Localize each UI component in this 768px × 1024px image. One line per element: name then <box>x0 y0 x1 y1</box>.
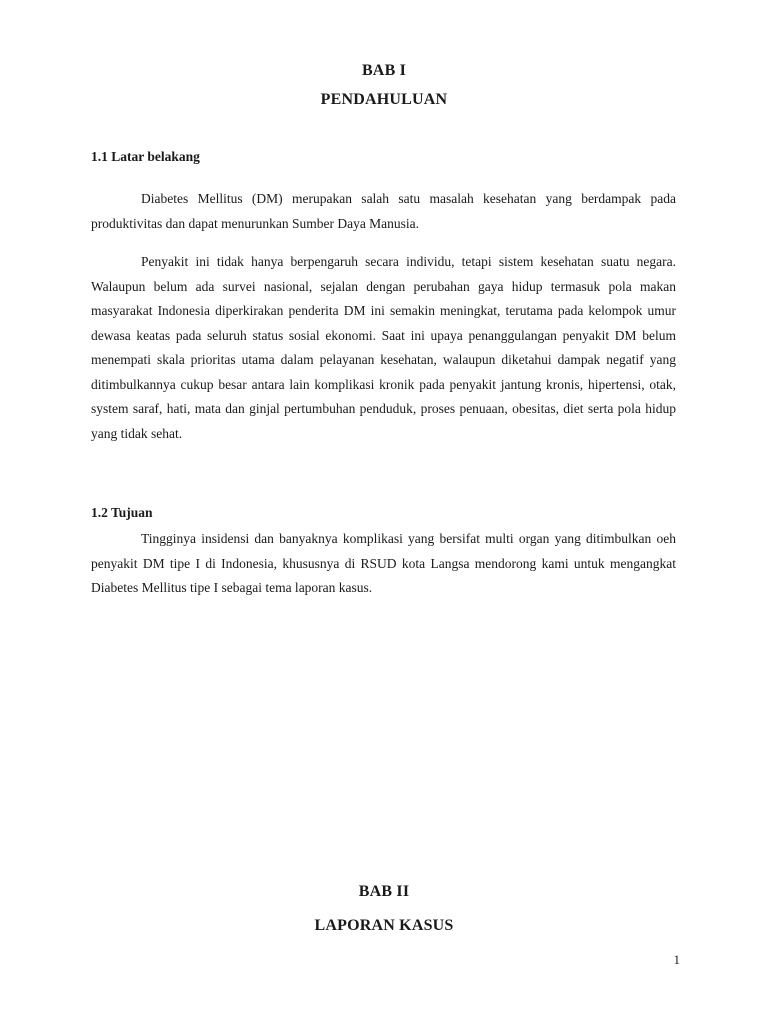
section-1-1-heading: 1.1 Latar belakang <box>91 149 200 164</box>
page-number: 1 <box>673 952 680 967</box>
chapter-1-number: BAB I <box>361 62 407 79</box>
chapter-2-title: LAPORAN KASUS <box>314 917 454 934</box>
section-1-1-paragraph-2: Penyakit ini tidak hanya berpengaruh secara individu, tetapi sistem kesehatan suatu negara. Walaupun belum ada survei nasional, sejalan dengan perubahan gaya hidup termasuk pola makan masyarakat Indonesia diperkirakan penderita DM ini semakin meningkat, terutama pada kelompok umur dewasa keatas pada seluruh status sosial ekonomi. Saat ini upaya penanggulangan penyakit DM belum menempati skala prioritas utama dalam pelayanan kesehatan, walaupun diketahui dampak negatif yang ditimbulkannya cukup besar antara lain komplikasi kronik pada penyakit jantung kronis, hipertensi, otak, system saraf, hati, mata dan ginjal pertumbuhan penduduk, proses penuaan, obesitas, diet serta pola hidup yang tidak sehat. <box>91 254 676 441</box>
section-1-1-paragraph-1: Diabetes Mellitus (DM) merupakan salah satu masalah kesehatan yang berdampak pada produktivitas dan dapat menurunkan Sumber Daya Manusia. <box>91 191 676 231</box>
section-1-2-paragraph-1: Tingginya insidensi dan banyaknya komplikasi yang bersifat multi organ yang ditimbulkan oeh penyakit DM tipe I di Indonesia, khususnya di RSUD kota Langsa mendorong kami untuk mengangkat Diabetes Mellitus tipe I sebagai tema laporan kasus. <box>91 531 676 595</box>
chapter-1-title: PENDAHULUAN <box>320 91 448 108</box>
section-1-2-heading: 1.2 Tujuan <box>91 505 153 520</box>
chapter-2-number: BAB II <box>358 883 410 900</box>
